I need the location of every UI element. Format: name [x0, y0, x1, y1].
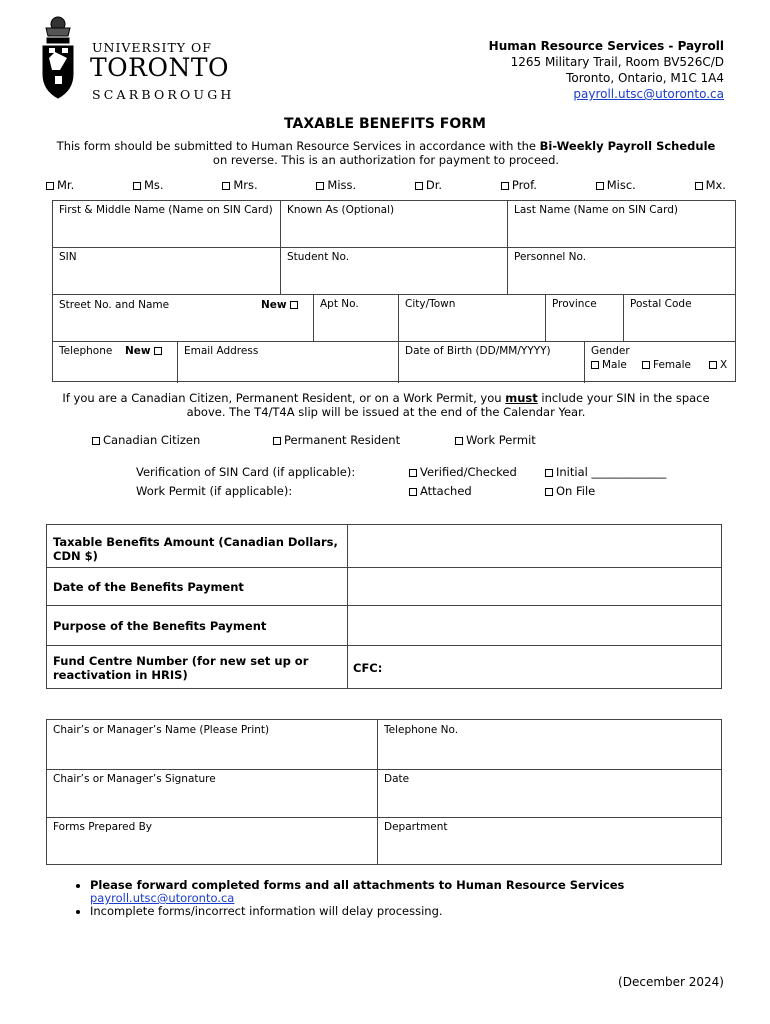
gender-male-label: Male: [602, 359, 627, 371]
prepared-by-field[interactable]: Forms Prepared By: [53, 821, 153, 833]
telephone-field[interactable]: Telephone: [59, 345, 113, 357]
checkbox-icon: [409, 488, 417, 496]
status-citizen-label: Canadian Citizen: [103, 433, 201, 447]
attached-label: Attached: [420, 484, 472, 498]
status-work-permit-option[interactable]: [455, 433, 536, 447]
chair-name-field[interactable]: Chair’s or Manager’s Name (Please Print): [53, 724, 270, 736]
checkbox-icon: [642, 361, 650, 369]
known-as-field[interactable]: Known As (Optional): [287, 204, 395, 216]
university-logo: [40, 14, 240, 104]
gender-x-label: X: [720, 359, 728, 371]
office-email-link[interactable]: payroll.utsc@utoronto.ca: [573, 87, 724, 101]
checkbox-icon: [316, 182, 324, 190]
checkbox-icon: [222, 182, 230, 190]
checkbox-icon: [709, 361, 717, 369]
checkbox-icon: [46, 182, 54, 190]
checkbox-icon: [154, 347, 162, 355]
last-name-field[interactable]: Last Name (Name on SIN Card): [514, 204, 678, 216]
benefits-table: [46, 524, 722, 689]
checkbox-icon: [695, 182, 703, 190]
intro-part1: This form should be submitted to Human Resource Services in accordance with the: [56, 139, 540, 153]
city-field[interactable]: City/Town: [405, 298, 456, 310]
logo-line-university-of: UNIVERSITY OF: [92, 40, 212, 55]
cfc-label: CFC:: [353, 661, 383, 675]
status-resident-label: Permanent Resident: [284, 433, 401, 447]
first-name-field[interactable]: First & Middle Name (Name on SIN Card): [59, 204, 273, 216]
signature-date-field[interactable]: Date: [384, 773, 410, 785]
checkbox-icon: [290, 301, 298, 309]
checkbox-icon: [409, 469, 417, 477]
benefits-date-input[interactable]: [348, 568, 721, 605]
title-option-mr[interactable]: [46, 178, 74, 192]
intro-part2: on reverse. This is an authorization for payment to proceed.: [212, 153, 560, 167]
intro-bold: Bi-Weekly Payroll Schedule: [539, 139, 716, 153]
title-label: Miss.: [327, 178, 357, 192]
verified-checked-option[interactable]: [409, 465, 517, 479]
intro-text: [50, 139, 722, 167]
office-address: [489, 38, 724, 102]
title-option-miss[interactable]: [316, 178, 356, 192]
attached-option[interactable]: [409, 484, 472, 498]
title-label: Mr.: [57, 178, 75, 192]
new-address-checkbox[interactable]: [261, 296, 301, 314]
sin-note-part2: include your SIN in the space above. The T4/T4A slip will be issued at the end of the Calendar Year.: [186, 391, 710, 419]
postal-code-field[interactable]: Postal Code: [630, 298, 692, 310]
list-item: • Incomplete forms/incorrect information will delay processing.: [90, 905, 624, 918]
checkbox-icon: [545, 488, 553, 496]
list-item: [90, 879, 624, 905]
personnel-no-field[interactable]: Personnel No.: [514, 251, 587, 263]
verification-permit-label: Work Permit (if applicable):: [136, 484, 293, 498]
street-field[interactable]: Street No. and Name: [59, 299, 170, 311]
office-city: Toronto, Ontario, M1C 1A4: [566, 71, 724, 85]
status-citizen-option[interactable]: [92, 433, 200, 447]
dob-field[interactable]: Date of Birth (DD/MM/YYYY): [405, 345, 551, 357]
status-work-permit-label: Work Permit: [466, 433, 536, 447]
gender-male-option[interactable]: [585, 356, 633, 374]
gender-female-option[interactable]: [636, 356, 697, 374]
title-option-dr[interactable]: [415, 178, 442, 192]
initial-label: Initial: [556, 465, 588, 479]
gender-x-option[interactable]: [703, 356, 733, 374]
initial-line: _____________: [591, 465, 667, 479]
checkbox-icon: [501, 182, 509, 190]
checkbox-icon: [273, 437, 281, 445]
initial-option[interactable]: [545, 465, 666, 479]
title-option-mrs[interactable]: [222, 178, 257, 192]
crest-icon: [40, 14, 76, 104]
on-file-label: On File: [556, 484, 596, 498]
chair-signature-field[interactable]: Chair’s or Manager’s Signature: [53, 773, 216, 785]
checkbox-icon: [596, 182, 604, 190]
bullet-forward-text: Please forward completed forms and all attachments to Human Resource Services: [90, 878, 625, 892]
signature-table: [46, 719, 722, 865]
form-title: TAXABLE BENEFITS FORM: [284, 116, 486, 132]
sin-note-must: must: [505, 391, 538, 405]
checkbox-icon: [591, 361, 599, 369]
gender-female-label: Female: [653, 359, 691, 371]
checkbox-icon: [455, 437, 463, 445]
title-option-misc[interactable]: [596, 178, 636, 192]
status-resident-option[interactable]: [273, 433, 400, 447]
office-street: 1265 Military Trail, Room BV526C/D: [510, 55, 724, 69]
instructions-list: [66, 879, 624, 918]
cfc-input[interactable]: [387, 646, 721, 688]
title-options: [46, 178, 726, 192]
checkbox-icon: [92, 437, 100, 445]
title-label: Mx.: [705, 178, 726, 192]
title-option-mx[interactable]: [695, 178, 726, 192]
bullet-email-link[interactable]: payroll.utsc@utoronto.ca: [90, 891, 235, 905]
title-label: Dr.: [425, 178, 443, 192]
student-no-field[interactable]: Student No.: [287, 251, 350, 263]
benefits-date-label: Date of the Benefits Payment: [53, 580, 244, 594]
checkbox-icon: [133, 182, 141, 190]
sin-note-part1: If you are a Canadian Citizen, Permanent Resident, or on a Work Permit, you: [62, 391, 506, 405]
checkbox-icon: [415, 182, 423, 190]
form-date: (December 2024): [618, 975, 724, 989]
new-label: New: [261, 299, 287, 311]
signature-telephone-field[interactable]: Telephone No.: [384, 724, 459, 736]
benefits-amount-label: Taxable Benefits Amount (Canadian Dollars, CDN $): [53, 535, 338, 563]
email-field[interactable]: Email Address: [184, 345, 259, 357]
checkbox-icon: [545, 469, 553, 477]
personal-info-grid: [52, 200, 736, 382]
gender-label: Gender: [591, 345, 630, 357]
department-field[interactable]: Department: [384, 821, 448, 833]
new-telephone-checkbox[interactable]: [125, 342, 165, 360]
benefits-purpose-label: Purpose of the Benefits Payment: [53, 619, 267, 633]
province-field[interactable]: Province: [552, 298, 597, 310]
benefits-purpose-input[interactable]: [348, 606, 721, 645]
title-label: Ms.: [144, 178, 164, 192]
title-label: Misc.: [606, 178, 636, 192]
verification-sin-label: Verification of SIN Card (if applicable):: [136, 465, 356, 479]
on-file-option[interactable]: [545, 484, 595, 498]
fund-centre-label: Fund Centre Number (for new set up or reactivation in HRIS): [53, 654, 309, 682]
sin-field[interactable]: SIN: [59, 251, 77, 263]
apt-field[interactable]: Apt No.: [320, 298, 359, 310]
title-label: Mrs.: [233, 178, 258, 192]
new-label: New: [125, 345, 151, 357]
title-option-prof[interactable]: [501, 178, 537, 192]
logo-line-scarborough: SCARBOROUGH: [92, 87, 235, 102]
sin-note: [50, 391, 722, 419]
title-label: Prof.: [511, 178, 537, 192]
verified-label: Verified/Checked: [420, 465, 517, 479]
office-name: Human Resource Services - Payroll: [488, 39, 724, 53]
title-option-ms[interactable]: [133, 178, 164, 192]
benefits-amount-input[interactable]: [348, 525, 721, 567]
logo-line-toronto: TORONTO: [90, 53, 230, 82]
